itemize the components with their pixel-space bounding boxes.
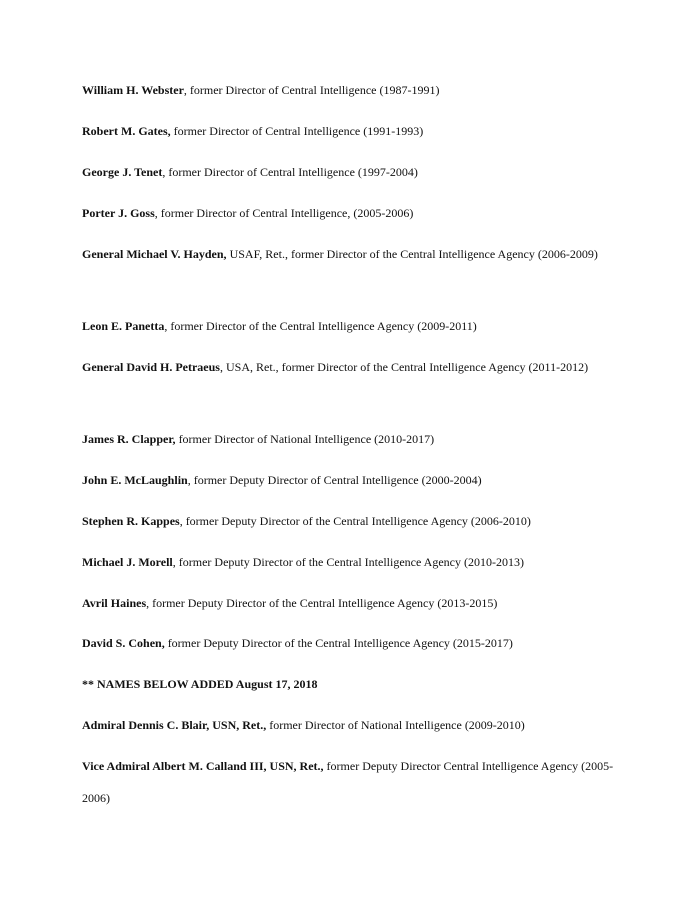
notice-text: ** NAMES BELOW ADDED August 17, 2018 [82, 677, 318, 691]
signatory-entry [82, 74, 622, 106]
signatory-entry [82, 115, 622, 147]
signatory-description: , former Director of Central Intelligence (1987-1991) [183, 83, 440, 97]
signatory-description: former Director of National Intelligence (2010-2017) [175, 432, 435, 446]
signatory-name: William H. Webster [82, 83, 184, 97]
signatory-description: , former Director of Central Intelligence, (2005-2006) [154, 206, 414, 220]
signatory-entry [82, 709, 622, 741]
signatory-name: General David H. Petraeus [82, 360, 220, 374]
signatory-name: Vice Admiral Albert M. Calland III, USN, Ret., [82, 759, 324, 773]
signatory-description: , former Deputy Director of the Central Intelligence Agency (2013-2015) [146, 596, 498, 610]
signatory-description: USAF, Ret., former Director of the Central Intelligence Agency (2006-2009) [226, 247, 598, 261]
signatory-name: Robert M. Gates, [82, 124, 171, 138]
signatory-name: David S. Cohen, [82, 636, 165, 650]
signatory-name: Admiral Dennis C. Blair, USN, Ret., [82, 718, 267, 732]
signatory-name: Leon E. Panetta [82, 319, 165, 333]
signatory-entry [82, 423, 622, 455]
signatory-name: George J. Tenet [82, 165, 163, 179]
signatory-description: former Deputy Director of the Central Intelligence Agency (2015-2017) [164, 636, 513, 650]
signatory-entry [82, 587, 622, 619]
signatory-entry [82, 310, 622, 342]
signatory-description: , former Director of the Central Intelligence Agency (2009-2011) [164, 319, 477, 333]
signatory-description: , former Deputy Director of Central Intelligence (2000-2004) [187, 473, 482, 487]
signatory-entry [82, 627, 622, 659]
signatory-description: former Director of National Intelligence (2009-2010) [266, 718, 525, 732]
signatory-description: former Director of Central Intelligence (1991-1993) [170, 124, 424, 138]
signatory-entry [82, 351, 622, 383]
signatory-description: , former Deputy Director of the Central Intelligence Agency (2006-2010) [179, 514, 531, 528]
signatory-name: Avril Haines [82, 596, 147, 610]
signatory-entry [82, 238, 622, 270]
signatory-entry [82, 156, 622, 188]
signatory-name: John E. McLaughlin [82, 473, 188, 487]
signatory-name: Stephen R. Kappes [82, 514, 180, 528]
signatory-name: James R. Clapper, [82, 432, 176, 446]
signatory-name: Michael J. Morell [82, 555, 173, 569]
signatory-entry [82, 750, 622, 814]
signatory-description: former Deputy Director Central Intelligence Agency (2005-2006) [82, 759, 614, 805]
signatory-entry [82, 197, 622, 229]
signatory-description: , USA, Ret., former Director of the Central Intelligence Agency (2011-2012) [219, 360, 589, 374]
signatory-name: General Michael V. Hayden, [82, 247, 227, 261]
signatory-name: Porter J. Goss [82, 206, 155, 220]
signatory-entry [82, 505, 622, 537]
signatory-entry [82, 546, 622, 578]
signatory-entry [82, 464, 622, 496]
signatory-description: , former Deputy Director of the Central Intelligence Agency (2010-2013) [172, 555, 524, 569]
added-names-notice [82, 668, 622, 700]
signatory-description: , former Director of Central Intelligence (1997-2004) [162, 165, 418, 179]
